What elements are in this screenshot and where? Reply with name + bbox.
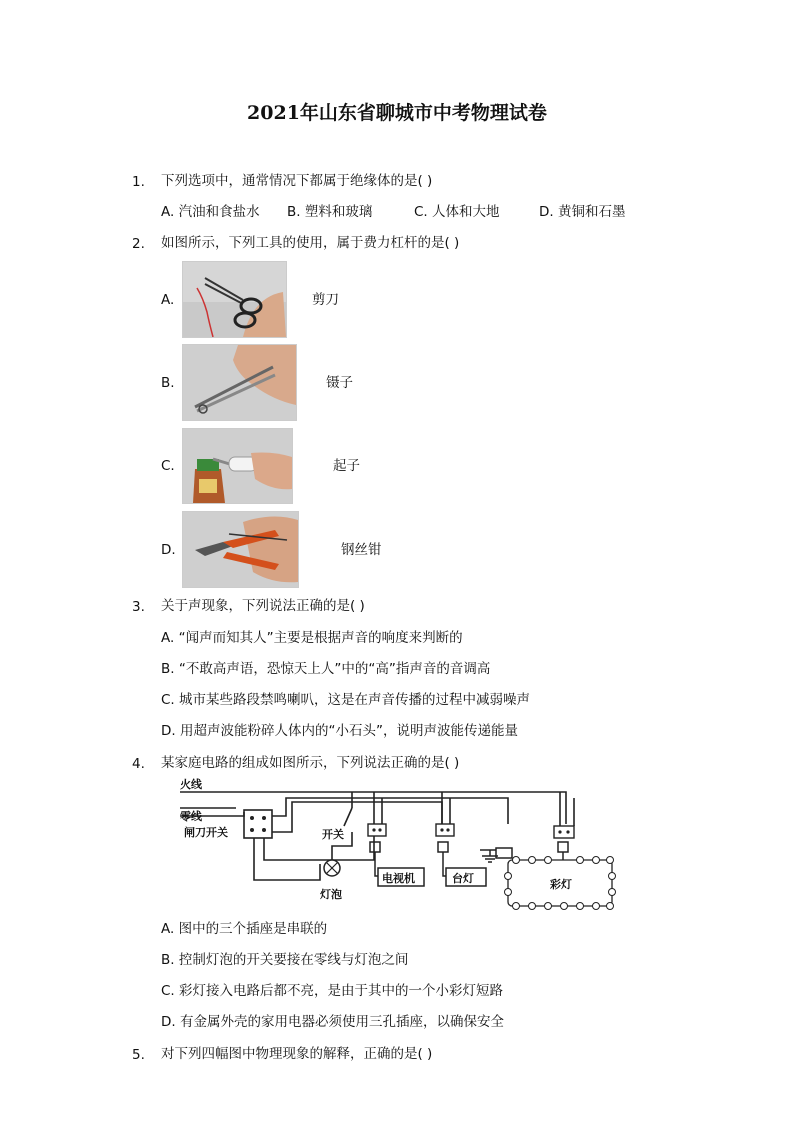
question-stem: 对下列四幅图中物理现象的解释，正确的是( ) — [161, 1046, 433, 1062]
bulb-label: 灯泡 — [320, 888, 342, 901]
option-d: D. 用超声波能粉碎人体内的“小石头”，说明声波能传递能量 — [161, 723, 518, 739]
question-stem: 如图所示，下列工具的使用，属于费力杠杆的是( ) — [161, 235, 460, 251]
option-label: 剪刀 — [312, 292, 339, 308]
question-number: 2. — [132, 236, 145, 252]
circuit-diagram — [174, 776, 620, 916]
pliers-image — [182, 511, 299, 588]
option-letter: D. — [161, 542, 176, 558]
option-d: D. 黄铜和石墨 — [539, 204, 626, 220]
question-stem: 某家庭电路的组成如图所示，下列说法正确的是( ) — [161, 755, 460, 771]
option-b: B. “不敢高声语，恐惊天上人”中的“高”指声音的音调高 — [161, 661, 491, 677]
option-c: C. 彩灯接入电路后都不亮，是由于其中的一个小彩灯短路 — [161, 983, 504, 999]
option-b: B. 塑料和玻璃 — [287, 204, 373, 220]
question-stem: 关于声现象，下列说法正确的是( ) — [161, 598, 365, 614]
scissors-image — [182, 261, 287, 338]
bottle-opener-image — [182, 428, 293, 504]
switch-label: 开关 — [322, 828, 344, 841]
knife-switch-label: 闸刀开关 — [184, 826, 228, 839]
option-letter: A. — [161, 292, 175, 308]
question-number: 1. — [132, 174, 145, 190]
option-label: 镊子 — [326, 375, 353, 391]
option-a: A. 汽油和食盐水 — [161, 204, 260, 220]
question-number: 4. — [132, 756, 145, 772]
question-number: 3. — [132, 599, 145, 615]
option-b: B. 控制灯泡的开关要接在零线与灯泡之间 — [161, 952, 409, 968]
live-wire-label: 火线 — [180, 778, 202, 791]
option-letter: B. — [161, 375, 175, 391]
tweezers-image — [182, 344, 297, 421]
tv-label: 电视机 — [382, 872, 415, 885]
option-a: A. 图中的三个插座是串联的 — [161, 921, 328, 937]
option-label: 起子 — [333, 458, 360, 474]
neutral-wire-label: 零线 — [180, 810, 202, 823]
option-c: C. 人体和大地 — [414, 204, 500, 220]
option-a: A. “闻声而知其人”主要是根据声音的响度来判断的 — [161, 630, 463, 646]
page-title: 2021年山东省聊城市中考物理试卷 — [247, 102, 547, 124]
option-letter: C. — [161, 458, 175, 474]
option-d: D. 有金属外壳的家用电器必须使用三孔插座，以确保安全 — [161, 1014, 504, 1030]
string-lights-label: 彩灯 — [550, 878, 572, 891]
option-c: C. 城市某些路段禁鸣喇叭，这是在声音传播的过程中减弱噪声 — [161, 692, 531, 708]
question-number: 5. — [132, 1047, 145, 1063]
option-label: 钢丝钳 — [341, 542, 382, 558]
question-stem: 下列选项中，通常情况下都属于绝缘体的是( ) — [161, 173, 433, 189]
desk-lamp-label: 台灯 — [452, 872, 474, 885]
